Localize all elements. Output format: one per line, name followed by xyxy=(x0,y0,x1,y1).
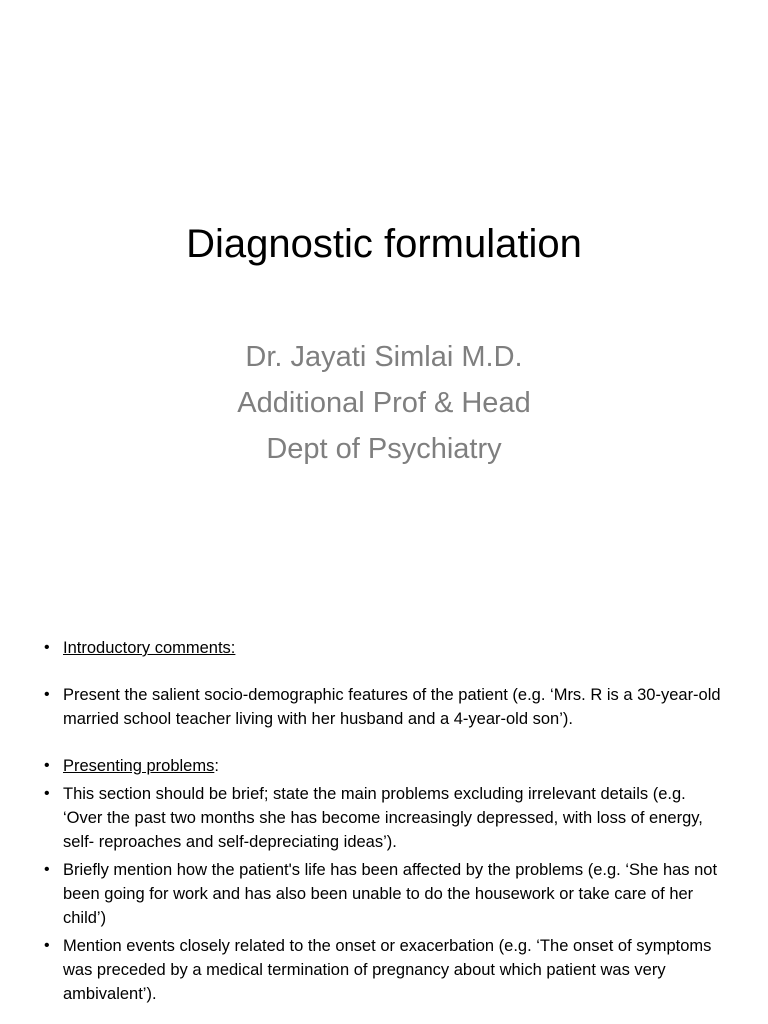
text-life-affected: Briefly mention how the patient's life has been affected by the problems (e.g. ‘She has not been going for work and has also been unable to do the housework or take care of her child’) xyxy=(63,861,718,927)
author-department: Dept of Psychiatry xyxy=(266,433,502,465)
bullet-list xyxy=(44,636,728,1006)
bullet-dot-icon: • xyxy=(44,785,50,802)
author-position: Additional Prof & Head xyxy=(237,387,531,419)
heading-presenting-problems: Presenting problems xyxy=(63,757,215,775)
bullet-brief-section xyxy=(44,782,728,854)
heading-introductory-comments: Introductory comments: xyxy=(63,639,236,657)
text-brief-section: This section should be brief; state the main problems excluding irrelevant details (e.g. ‘Over the past two months she has become increasingly depressed, with loss of energy, self- reproaches and self-depreciating ideas’). xyxy=(63,785,703,851)
subtitle-block xyxy=(0,334,768,472)
author-name: Dr. Jayati Simlai M.D. xyxy=(245,341,523,373)
bullet-life-affected xyxy=(44,858,728,930)
bullet-dot-icon: • xyxy=(44,861,50,878)
text-onset-events: Mention events closely related to the onset or exacerbation (e.g. ‘The onset of symptoms was preceded by a medical termination of pregnancy about which patient was very ambivalent’). xyxy=(63,937,712,1003)
bullet-presenting-problems xyxy=(44,754,728,778)
content-slide xyxy=(0,576,768,1024)
bullet-introductory-comments xyxy=(44,636,728,660)
bullet-socio-demographic xyxy=(44,683,728,731)
slide-title: Diagnostic formulation xyxy=(186,222,582,266)
heading-colon: : xyxy=(214,757,219,775)
bullet-dot-icon: • xyxy=(44,757,50,774)
bullet-onset-events xyxy=(44,934,728,1006)
bullet-dot-icon: • xyxy=(44,937,50,954)
text-socio-demographic: Present the salient socio-demographic features of the patient (e.g. ‘Mrs. R is a 30-year-old married school teacher living with her husband and a 4-year-old son’). xyxy=(63,686,721,728)
bullet-dot-icon: • xyxy=(44,686,50,703)
bullet-dot-icon: • xyxy=(44,639,50,656)
